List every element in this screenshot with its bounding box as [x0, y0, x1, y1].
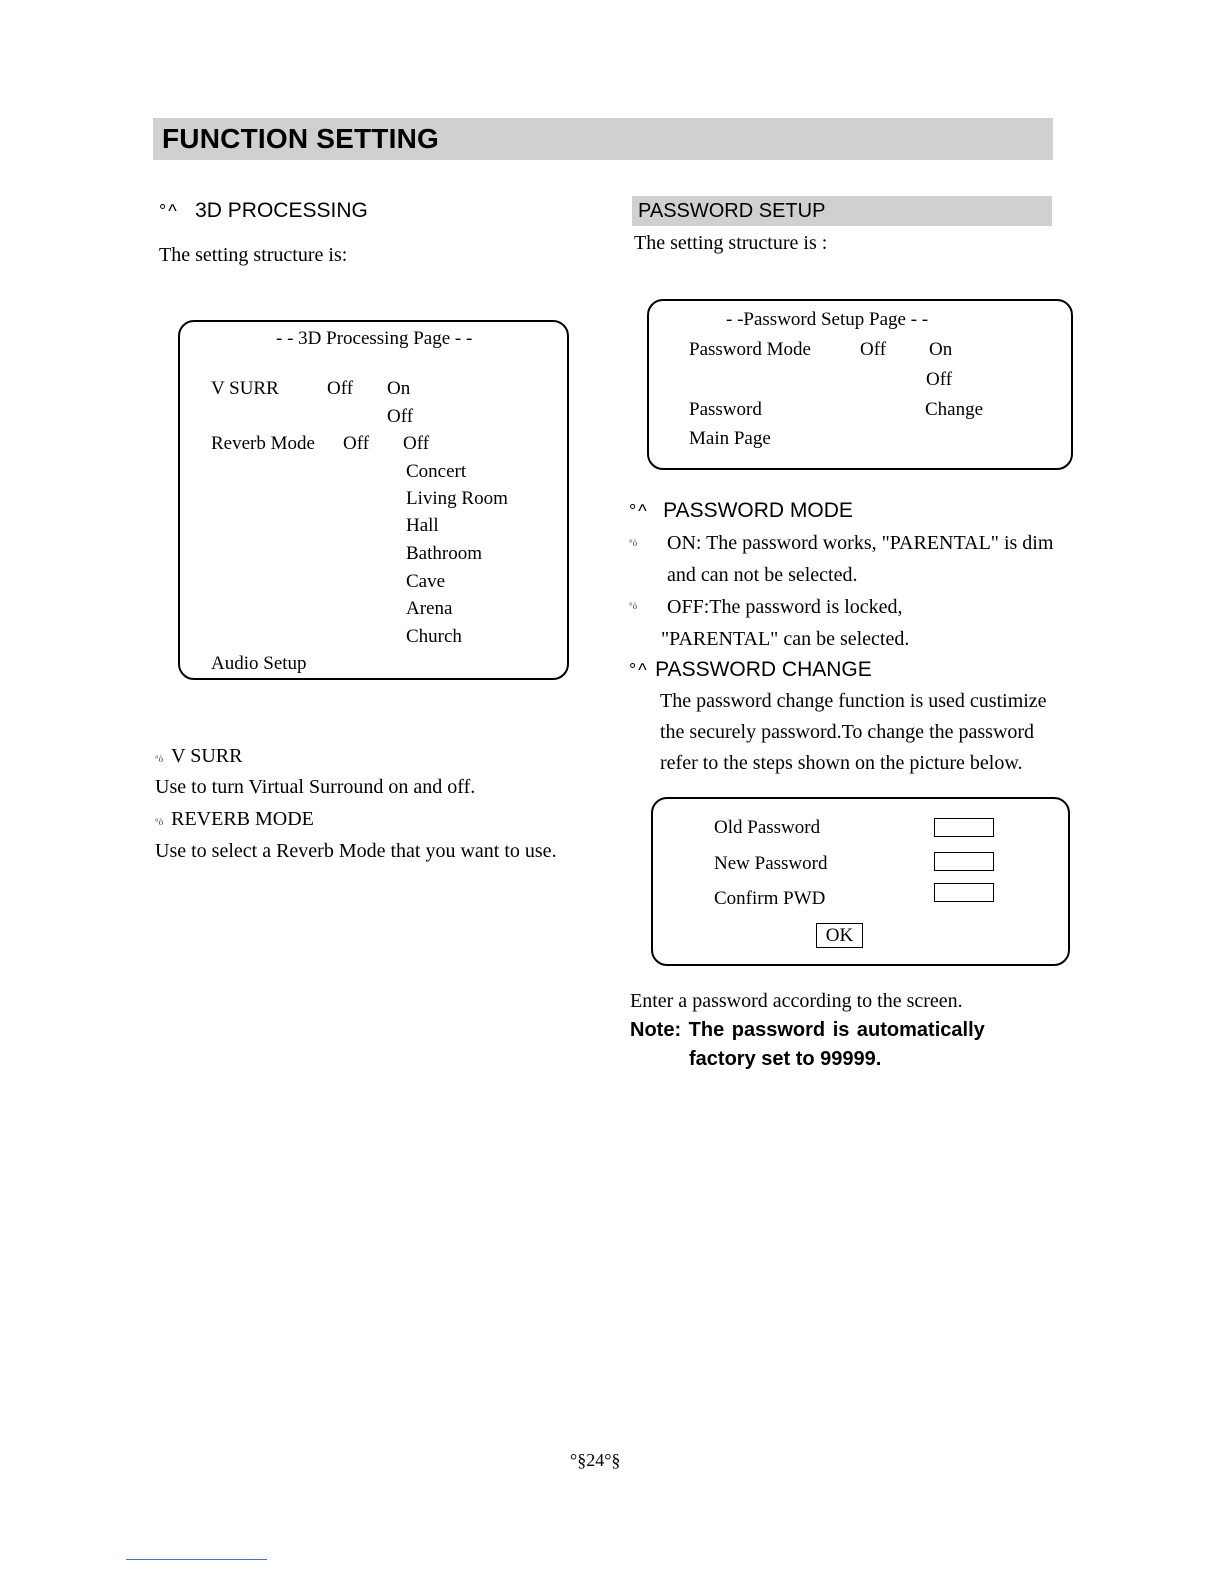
- password-mode-off-text-cont: "PARENTAL" can be selected.: [661, 628, 910, 650]
- new-password-field[interactable]: [934, 852, 994, 871]
- bullet-mark: °ò: [629, 601, 638, 611]
- page-title: FUNCTION SETTING: [162, 123, 439, 154]
- old-password-label: Old Password: [714, 817, 821, 838]
- menu-option-vsurr-on: On: [387, 378, 411, 399]
- new-password-label: New Password: [714, 853, 828, 874]
- menu-option-password-change: Change: [925, 399, 984, 420]
- vsurr-description: Use to turn Virtual Surround on and off.: [155, 776, 476, 798]
- password-change-text-1: The password change function is used custimize: [660, 690, 1047, 712]
- menu-item-password: Password: [689, 399, 762, 420]
- password-mode-on-text: ON: The password works, "PARENTAL" is dim: [667, 532, 1054, 554]
- reverb-heading: [155, 808, 314, 831]
- menu-option-reverb-arena: Arena: [406, 598, 453, 619]
- vsurr-heading: [155, 745, 242, 768]
- menu-value-mode-current: Off: [860, 339, 887, 360]
- menu-item-audio-setup: Audio Setup: [211, 653, 307, 674]
- bullet-mark: °ò: [155, 817, 164, 827]
- 3d-processing-menu-box: [178, 320, 569, 680]
- menu-option-reverb-hall: Hall: [406, 515, 439, 536]
- bullet-mark: °^: [629, 660, 649, 680]
- link-underline: [126, 1559, 267, 1560]
- password-mode-off-text: OFF:The password is locked,: [667, 596, 903, 618]
- enter-password-text: Enter a password according to the screen.: [630, 990, 963, 1012]
- reverb-heading-text: REVERB MODE: [171, 808, 314, 830]
- page-number: °§24°§: [570, 1450, 621, 1470]
- menu-title: - - 3D Processing Page - -: [276, 328, 473, 349]
- password-change-text-3: refer to the steps shown on the picture below.: [660, 752, 1023, 774]
- section-heading-3d-processing: [159, 199, 368, 223]
- intro-text: The setting structure is :: [634, 232, 828, 254]
- menu-option-reverb-church: Church: [406, 626, 462, 647]
- menu-option-reverb-cave: Cave: [406, 571, 446, 592]
- section-title: PASSWORD SETUP: [638, 200, 826, 222]
- password-setup-header-bar: [632, 196, 1052, 226]
- menu-option-mode-on: On: [929, 339, 953, 360]
- bullet-mark: °^: [629, 501, 649, 521]
- bullet-mark: °ò: [629, 538, 638, 548]
- section-heading-password-mode: [629, 499, 853, 523]
- reverb-description: Use to select a Reverb Mode that you want to use.: [155, 840, 557, 862]
- note-text-cont: factory set to 99999.: [689, 1048, 882, 1070]
- intro-text: The setting structure is:: [159, 244, 348, 266]
- section-title: 3D PROCESSING: [195, 199, 368, 222]
- old-password-field[interactable]: [934, 818, 994, 837]
- confirm-password-label: Confirm PWD: [714, 888, 826, 909]
- bullet-mark: °ò: [155, 754, 164, 764]
- section-title: PASSWORD CHANGE: [655, 658, 872, 681]
- bullet-mark: °^: [159, 201, 179, 221]
- section-heading-password-change: [629, 658, 872, 682]
- menu-item-reverb-mode: Reverb Mode: [211, 433, 315, 454]
- menu-option-vsurr-off: Off: [387, 406, 414, 427]
- menu-item-main-page: Main Page: [689, 428, 771, 449]
- menu-value-vsurr-current: Off: [327, 378, 354, 399]
- vsurr-heading-text: V SURR: [171, 745, 243, 767]
- menu-option-reverb-concert: Concert: [406, 461, 467, 482]
- ok-button[interactable]: OK: [816, 923, 863, 948]
- section-header-bar: [153, 118, 1053, 160]
- menu-option-reverb-off: Off: [403, 433, 430, 454]
- menu-item-vsurr: V SURR: [211, 378, 279, 399]
- note-text: Note: The password is automatically: [630, 1019, 985, 1041]
- confirm-password-field[interactable]: [934, 883, 994, 902]
- password-mode-on-text-cont: and can not be selected.: [667, 564, 858, 586]
- section-title: PASSWORD MODE: [663, 499, 853, 522]
- menu-value-reverb-current: Off: [343, 433, 370, 454]
- menu-title: - -Password Setup Page - -: [726, 309, 929, 330]
- menu-option-reverb-living-room: Living Room: [406, 488, 508, 509]
- menu-option-reverb-bathroom: Bathroom: [406, 543, 482, 564]
- password-change-text-2: the securely password.To change the password: [660, 721, 1035, 743]
- menu-item-password-mode: Password Mode: [689, 339, 811, 360]
- menu-option-mode-off: Off: [926, 369, 953, 390]
